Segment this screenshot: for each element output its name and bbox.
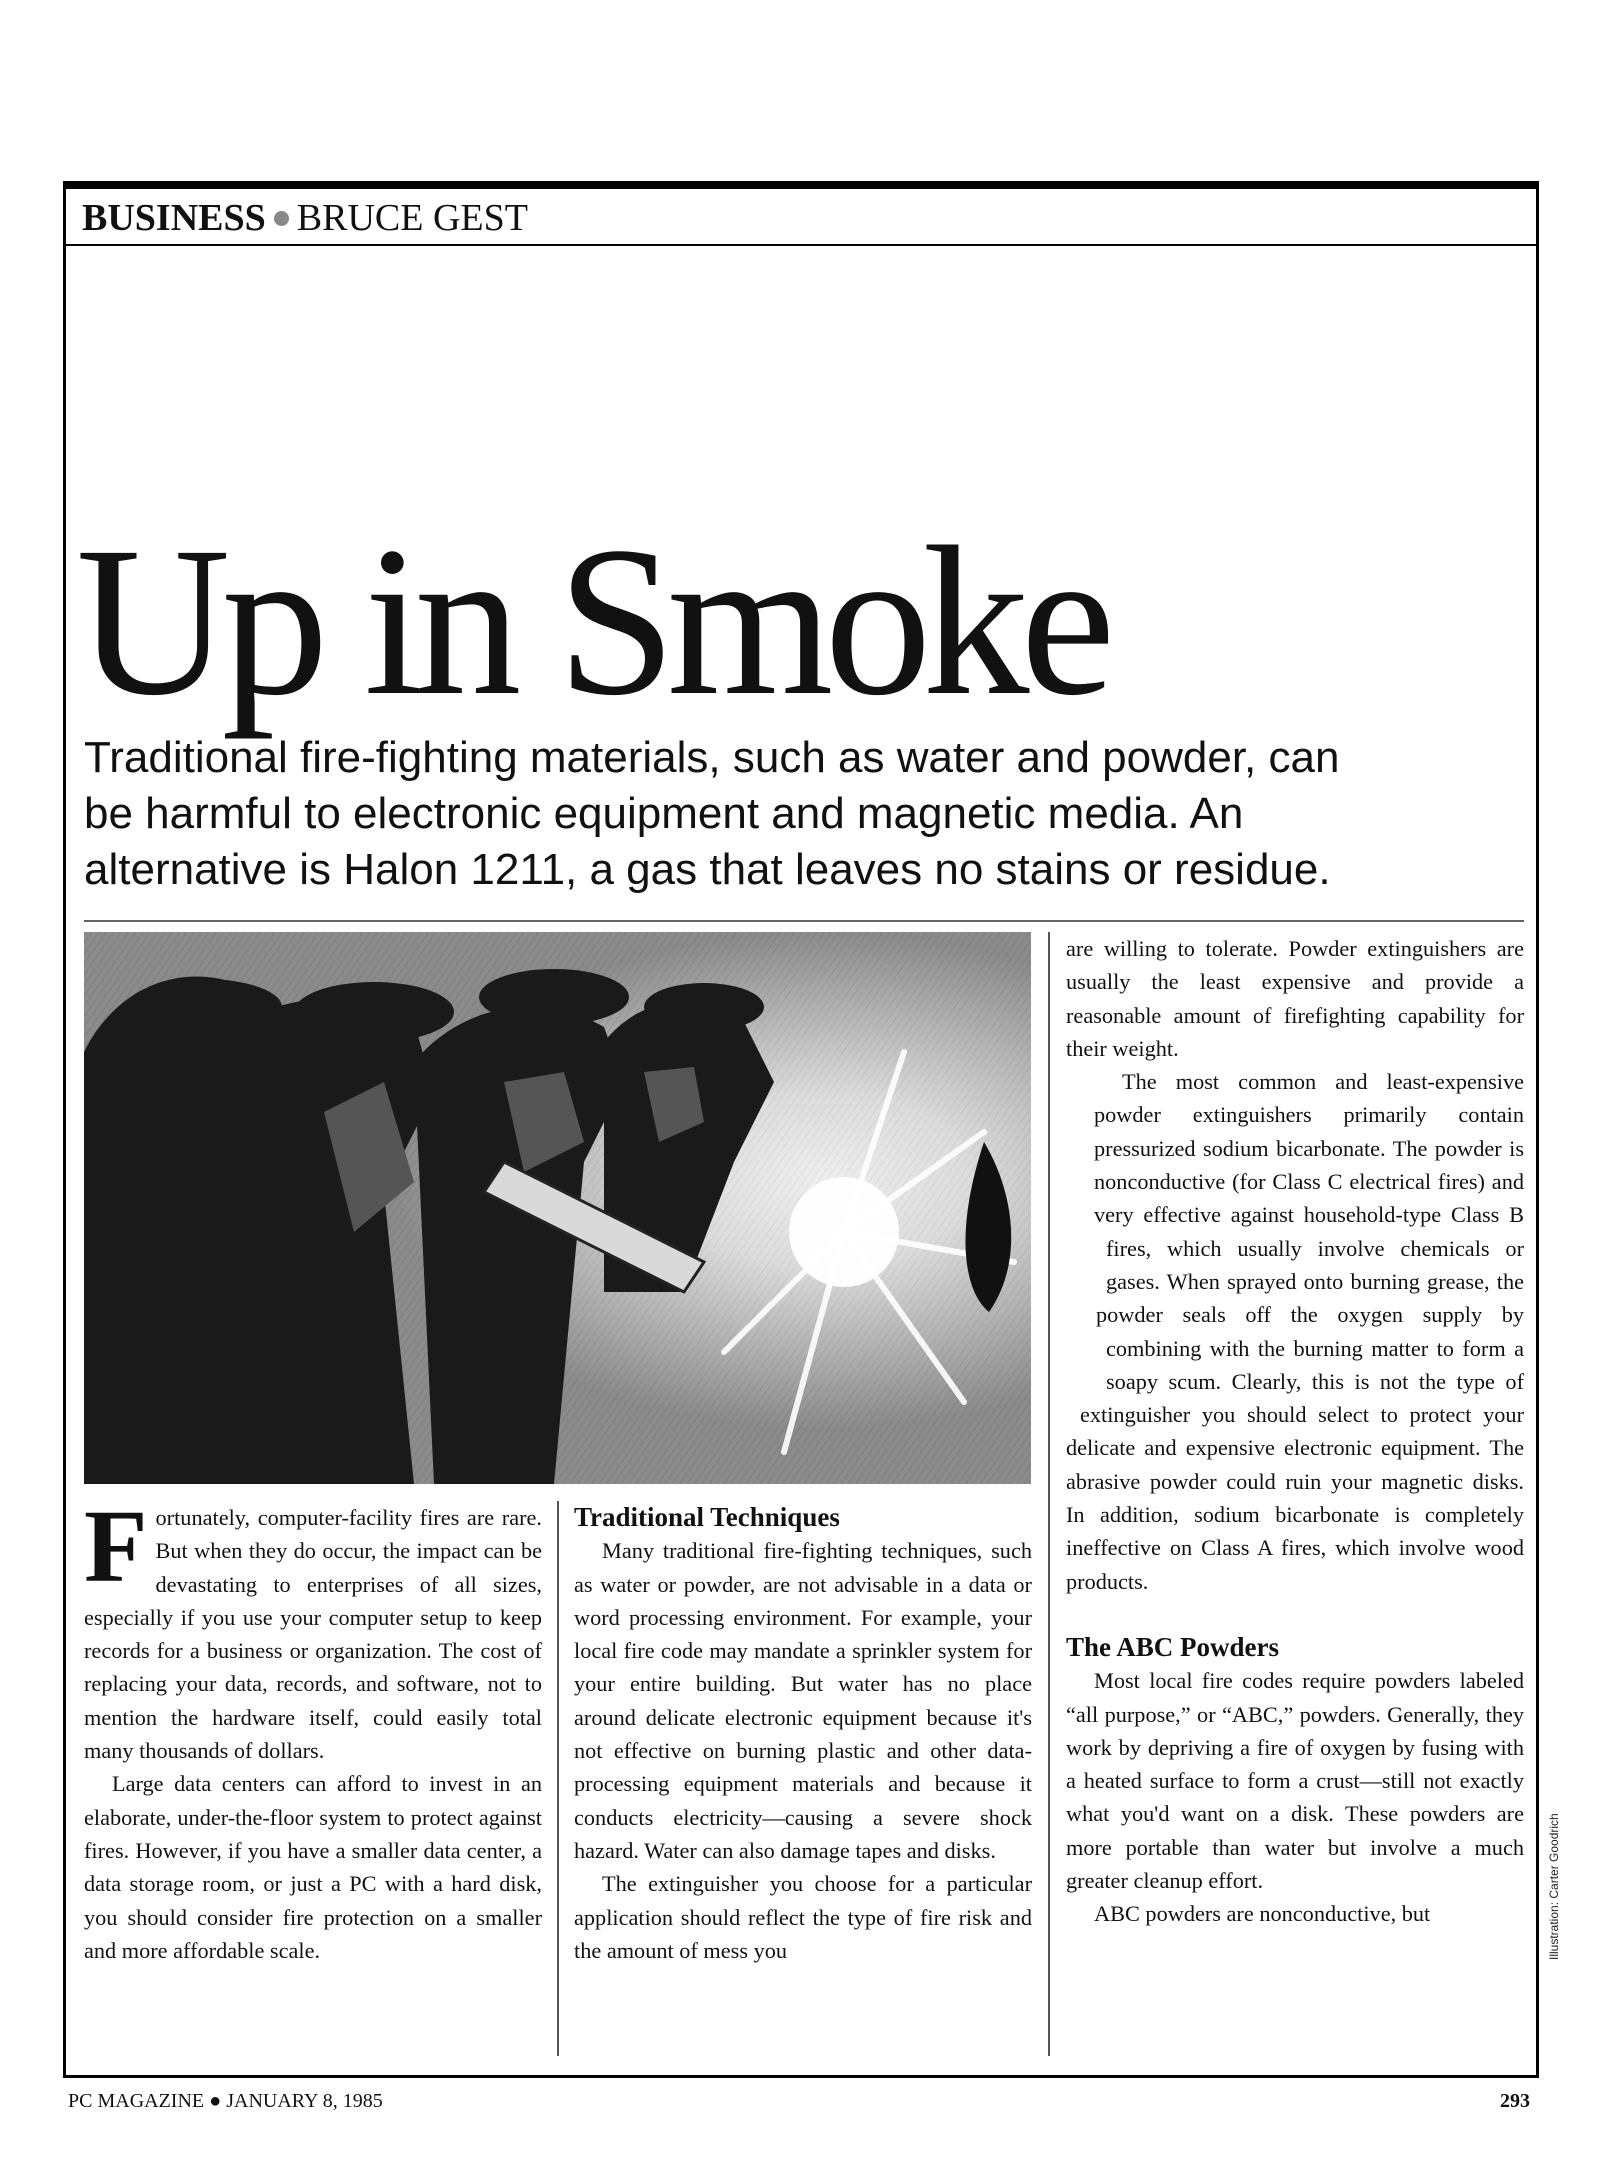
article-column-1	[84, 1489, 542, 1967]
publication-name: PC MAGAZINE	[68, 2090, 205, 2112]
footer-publication-line	[68, 2088, 383, 2114]
spacer	[1066, 1598, 1524, 1631]
text-wrap-spacer	[1066, 1265, 1072, 1301]
subheading: Traditional Techniques	[574, 1502, 840, 1532]
section-header	[82, 196, 528, 240]
text-wrap-spacer	[1066, 1371, 1080, 1401]
deck-rule	[84, 920, 1524, 922]
section-name: BUSINESS	[82, 197, 266, 239]
subheading: The ABC Powders	[1066, 1631, 1280, 1662]
frame-left-rule	[63, 181, 66, 2078]
deck-line: be harmful to electronic equipment and magnetic media. An	[84, 789, 1244, 838]
article-column-2	[574, 1501, 1032, 1967]
deck-line: alternative is Halon 1211, a gas that leaves no stains or residue.	[84, 845, 1331, 894]
header-rule	[63, 244, 1539, 246]
body-paragraph: The most common and least-expensive powder extinguishers primarily contain pressurized sodium bicarbonate. The powder is nonconductive (for Class C electrical fires) and very effective against household-type Class B fires, which usually involve chemicals or gases. When sprayed onto burning grease, the powder seals off the oxygen supply by combining with the burning matter to form a soapy scum. Clearly, this is not the type of extinguisher you should select to protect your delicate and expensive electronic equipment. The abrasive powder could ruin your magnetic disks. In addition, sodium bicarbonate is completely ineffective on Class A fires, which involve wood products.	[1066, 1069, 1524, 1594]
body-paragraph: ABC powders are nonconductive, but	[1094, 1901, 1431, 1927]
body-paragraph: The extinguisher you choose for a particular application should reflect the type of fire risk and the amount of mess you	[574, 1871, 1032, 1963]
text-wrap-spacer	[1066, 1337, 1106, 1371]
column-divider	[1048, 932, 1050, 2056]
text-wrap-spacer	[1066, 1301, 1096, 1337]
page-number: 293	[1500, 2090, 1530, 2112]
article-deck	[84, 730, 1524, 898]
issue-date: JANUARY 8, 1985	[226, 2090, 383, 2112]
bullet-dot-icon	[274, 211, 289, 226]
drop-cap: F	[84, 1489, 148, 1604]
bottom-rule	[63, 2075, 1539, 2078]
top-rule	[63, 181, 1539, 189]
bullet-icon: ●	[209, 2090, 222, 2112]
body-paragraph: are willing to tolerate. Powder extinguishers are usually the least expensive and provide a reasonable amount of firefighting capability for their weight.	[1066, 936, 1524, 1061]
author-name: BRUCE GEST	[296, 197, 528, 239]
deck-line: Traditional fire-fighting materials, such as water and powder, can	[84, 733, 1340, 782]
article-column-3	[1066, 932, 1524, 1931]
firefighters-spraying-extinguisher-illustration	[84, 932, 1031, 1484]
body-paragraph: Large data centers can afford to invest in an elaborate, under-the-floor system to protect against fires. However, if you have a smaller data center, a data storage room, or just a PC with a hard disk, you should consider fire protection on a smaller and more affordable scale.	[84, 1771, 542, 1963]
article-headline: Up in Smoke	[76, 503, 1107, 740]
body-paragraph: Many traditional fire-fighting techniques, such as water or powder, are not advisable in a data or word processing environment. For example, your local fire code may mandate a sprinkler system for your entire building. But water has no place around delicate electronic equipment because it's not effective on burning plastic and other data-processing equipment materials and because it conducts electricity—causing a severe shock hazard. Water can also damage tapes and disks.	[574, 1538, 1032, 1863]
firefighters-illustration	[84, 932, 1031, 1484]
text-wrap-spacer	[1066, 1235, 1106, 1265]
frame-right-rule	[1536, 181, 1539, 2078]
column-divider	[557, 1501, 559, 2056]
body-paragraph: Most local fire codes require powders labeled “all purpose,” or “ABC,” powders. Generally, they work by depriving a fire of oxygen by fusing with a heated surface to form a crust—still not exactly what you'd want on a disk. These powders are more portable than water but involve a much greater cleanup effort.	[1066, 1668, 1524, 1894]
body-paragraph: Fortunately, computer-facility fires are rare. But when they do occur, the impact can be devastating to enterprises of all sizes, especially if you use your computer setup to keep records for a business or organization. The cost of replacing your data, records, and software, not to mention the hardware itself, could easily total many thousands of dollars.	[84, 1489, 542, 1764]
text-wrap-spacer	[1066, 1195, 1094, 1235]
illustration-credit: Illustration: Carter Goodrich	[1547, 1813, 1561, 1960]
